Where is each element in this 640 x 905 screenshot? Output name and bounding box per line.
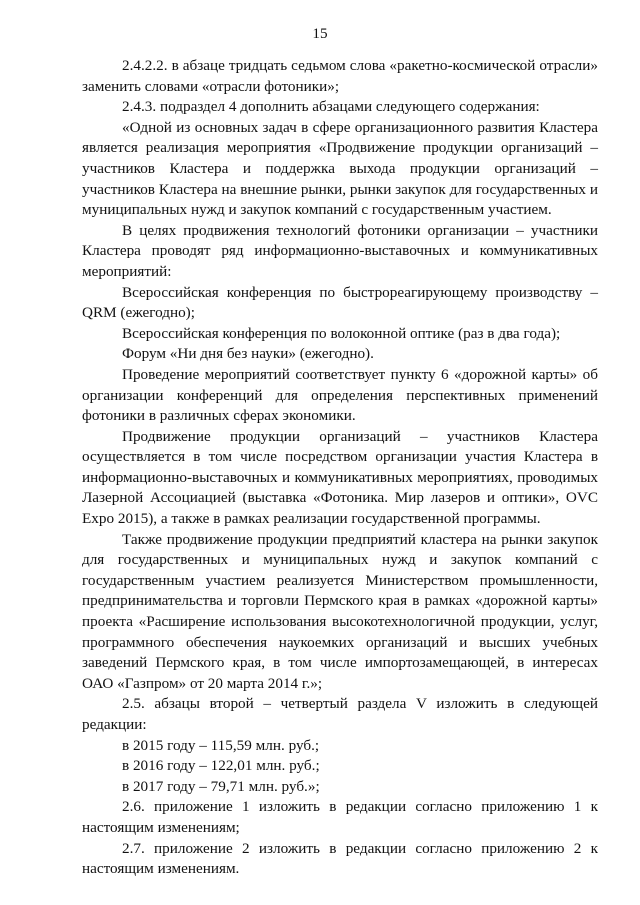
event-qrm-conference: Всероссийская конференция по быстрореагирующему производству – QRM (ежегодно); (82, 283, 598, 322)
page-number: 15 (312, 25, 328, 42)
document-body (82, 56, 598, 880)
paragraph-cluster-task: «Одной из основных задач в сфере организационного развития Кластера является реализация мероприятия «Продвижение продукции организаций – участников Кластера и поддержка выхода продукции организаций – участников Кластера на внешние рынки, рынки закупок для государственных и муниципальных нужд и закупок компаний с государственным участием. (82, 118, 598, 219)
funding-2015: в 2015 году – 115,59 млн. руб.; (122, 736, 320, 754)
paragraph-2-6: 2.6. приложение 1 изложить в редакции согласно приложению 1 к настоящим изменениям; (82, 798, 598, 836)
funding-2017: в 2017 году – 79,71 млн. руб.»; (122, 777, 320, 795)
paragraph-2-7: 2.7. приложение 2 изложить в редакции согласно приложению 2 к настоящим изменениям. (82, 839, 598, 878)
event-fiber-optics-conference: Всероссийская конференция по волоконной оптике (раз в два года); (122, 324, 561, 342)
event-science-forum: Форум «Ни дня без науки» (ежегодно). (122, 345, 374, 363)
paragraph-2-5: 2.5. абзацы второй – четвертый раздела V изложить в следующей редакции: (82, 695, 598, 733)
paragraph-photonics-events: В целях продвижения технологий фотоники организации – участники Кластера проводят ряд информационно-выставочных и коммуникативных мероприятий: (82, 221, 598, 280)
paragraph-2-4-2-2: 2.4.2.2. в абзаце тридцать седьмом слова «ракетно-космической отрасли» заменить словами «отрасли фотоники»; (82, 57, 598, 95)
paragraph-2-4-3: 2.4.3. подраздел 4 дополнить абзацами следующего содержания: (122, 98, 540, 116)
paragraph-procurement: Также продвижение продукции предприятий кластера на рынки закупок для государственных и муниципальных нужд и закупок компаний с государственным участием реализуется Министерством промышленности, предпринимательства и торговли Пермского края в рамках «дорожной карты» проекта «Расширение использования высокотехнологичной продукции, услуг, программного обеспечения наукоемких организаций и высших учебных заведений Пермского края, в том числе импортозамещающей, в интересах ОАО «Газпром» от 20 марта 2014 г.»; (82, 530, 598, 692)
paragraph-promotion: Продвижение продукции организаций – участников Кластера осуществляется в том числе посредством организации участия Кластера в информационно-выставочных и коммуникативных мероприятиях, проводимых Лазерной Ассоциацией (выставка «Фотоника. Мир лазеров и оптики», OVC Expo 2015), а также в рамках реализации государственной программы. (82, 427, 598, 528)
paragraph-roadmap-item: Проведение мероприятий соответствует пункту 6 «дорожной карты» об организации конференций для определения перспективных применений фотоники в различных сферах экономики. (82, 365, 598, 425)
funding-2016: в 2016 году – 122,01 млн. руб.; (122, 757, 320, 775)
